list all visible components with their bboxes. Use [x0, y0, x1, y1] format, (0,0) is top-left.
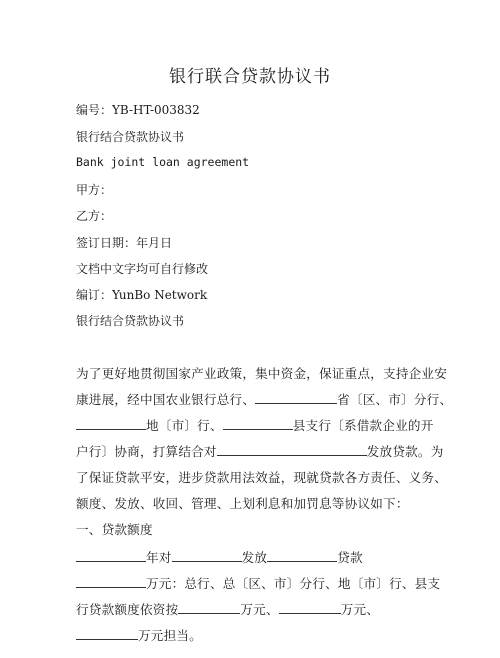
body-text: 行贷款额度依资按 [76, 602, 179, 617]
body-line: 为了更好地贯彻国家产业政策，集中资金，保证重点，支持企业安 [76, 366, 448, 381]
blank-line [76, 550, 146, 562]
body-line: 额度、发放、收回、管理、上划利息和加罚息等协议如下： [76, 496, 409, 511]
body-line [76, 389, 452, 408]
blank-line [172, 550, 242, 562]
body-line [76, 573, 440, 592]
blank-line [178, 602, 240, 614]
document-title: 银行联合贷款协议书 [169, 67, 331, 87]
blank-line [267, 550, 337, 562]
subtitle-repeat: 银行结合贷款协议书 [76, 314, 185, 328]
blank-line [76, 576, 146, 588]
body-text: 贷款 [337, 550, 363, 565]
edit-note: 文档中文字均可自行修改 [76, 262, 209, 276]
body-text: 万元：总行、总〔区、市〕分行、地〔市〕行、县支 [146, 576, 441, 591]
contract-number: 编号：YB-HT-003832 [76, 103, 200, 117]
subtitle-english: Bank joint loan agreement [76, 155, 250, 169]
body-text: 地〔市〕行、 [146, 418, 223, 433]
party-a: 甲方： [76, 183, 113, 197]
body-text: 万元、 [340, 602, 380, 617]
body-text: 发放贷款。为 [366, 444, 444, 459]
blank-line [255, 392, 337, 404]
body-line [76, 599, 379, 618]
blank-line [76, 418, 146, 430]
party-b: 乙方： [76, 209, 113, 223]
body-line [76, 547, 363, 566]
sign-date: 签订日期：年月日 [76, 236, 173, 250]
body-text: 年对 [146, 550, 172, 565]
compiled-by: 编订：YunBo Network [76, 288, 208, 302]
subtitle-chinese: 银行结合贷款协议书 [76, 130, 185, 144]
body-text: 万元、 [240, 602, 279, 617]
blank-line [223, 418, 293, 430]
body-text: 发放 [241, 550, 268, 565]
blank-line [76, 628, 138, 640]
blank-line [279, 602, 341, 614]
body-text: 县支行〔系借款企业的开 [292, 418, 434, 433]
body-text: 省〔区、市〕分行、 [337, 392, 453, 407]
body-text: 户行〕协商，打算结合对 [76, 444, 217, 459]
body-text: 康进展，经中国农业银行总行、 [76, 392, 256, 407]
blank-line [217, 444, 367, 456]
body-text: 万元担当。 [138, 628, 202, 643]
body-line: 了保证贷款平安，进步贷款用法效益，现就贷款各方责任、义务、 [76, 470, 448, 485]
body-line [76, 441, 444, 460]
section-heading: 一、贷款额度 [76, 522, 153, 537]
body-line [76, 415, 434, 434]
body-line [76, 625, 202, 644]
